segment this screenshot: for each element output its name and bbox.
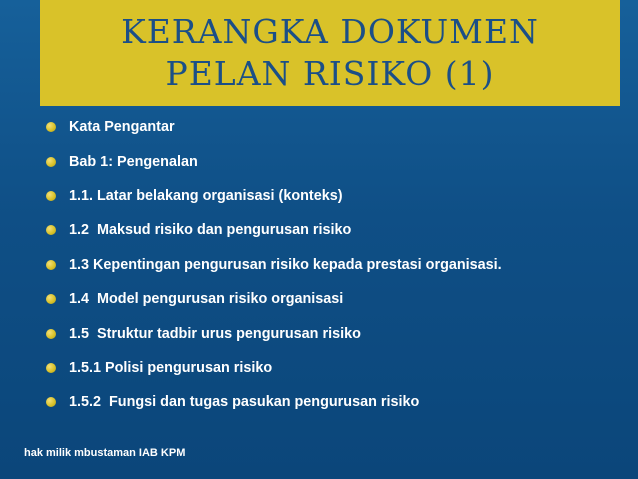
list-item [30, 282, 620, 316]
list-item-text: 1.5 Struktur tadbir urus pengurusan risiko [69, 325, 361, 342]
list-item-text: 1.2 Maksud risiko dan pengurusan risiko [69, 222, 352, 239]
list-item [30, 316, 620, 350]
list-item [30, 385, 620, 419]
bullet-icon [46, 122, 56, 132]
bullet-icon [46, 397, 56, 407]
list-item [30, 213, 620, 247]
bullet-icon [46, 157, 56, 167]
bullet-icon [46, 363, 56, 373]
bullet-icon [46, 191, 56, 201]
list-item-text: 1.5.1 Polisi pengurusan risiko [69, 359, 273, 376]
list-item [30, 351, 620, 385]
bullet-icon [46, 225, 56, 235]
list-item-text: 1.5.2 Fungsi dan tugas pasukan pengurusan risiko [69, 394, 420, 411]
list-item-text: Bab 1: Pengenalan [69, 153, 198, 170]
footer-copyright: hak milik mbustaman IAB KPM [24, 447, 186, 459]
list-item-text: 1.1. Latar belakang organisasi (konteks) [69, 187, 343, 204]
bullet-icon [46, 294, 56, 304]
list-item [30, 179, 620, 213]
list-item-text: 1.4 Model pengurusan risiko organisasi [69, 291, 344, 308]
title-banner [40, 0, 620, 106]
list-item-text: 1.3 Kepentingan pengurusan risiko kepada prestasi organisasi. [69, 256, 502, 273]
list-item [30, 144, 620, 178]
list-item [30, 248, 620, 282]
slide-title-line-2: PELAN RISIKO (1) [165, 54, 495, 93]
slide-title-line-1: KERANGKA DOKUMEN [121, 12, 539, 51]
bullet-icon [46, 260, 56, 270]
bullet-icon [46, 329, 56, 339]
list-item [30, 110, 620, 144]
bullet-list [30, 110, 620, 420]
list-item-text: Kata Pengantar [69, 119, 175, 136]
